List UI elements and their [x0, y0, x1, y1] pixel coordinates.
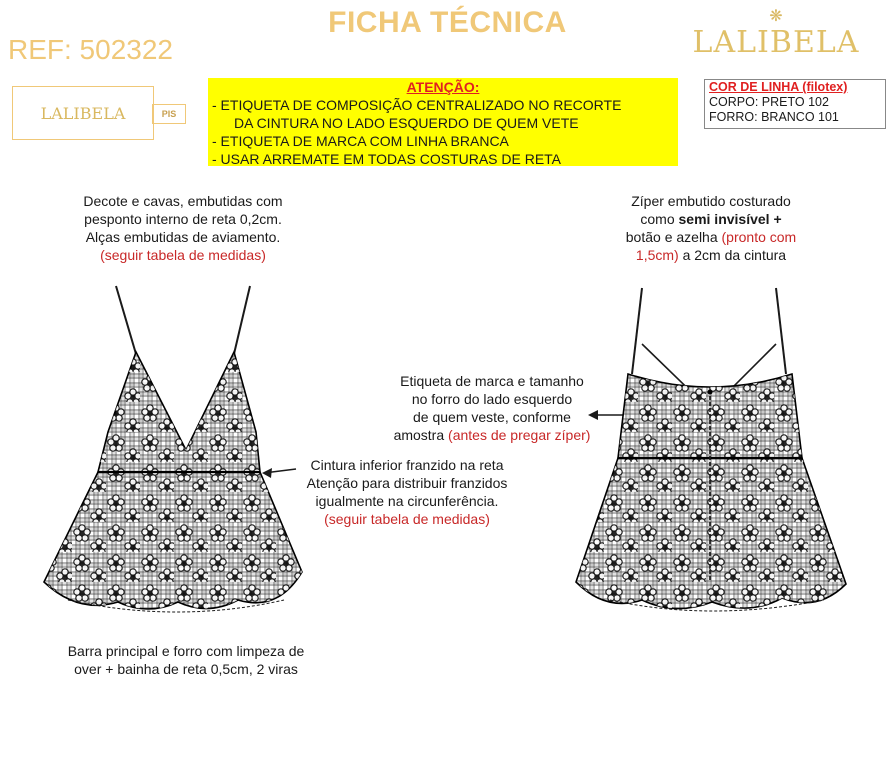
attention-line: DA CINTURA NO LADO ESQUERDO DE QUEM VETE [234, 115, 579, 131]
garment-front-drawing [38, 282, 308, 624]
note-line: igualmente na circunferência. [315, 493, 499, 509]
note-line: Etiqueta de marca e tamanho [400, 373, 584, 389]
note-line: Barra principal e forro com limpeza de [67, 643, 305, 659]
pis-tag: PIS [152, 104, 186, 124]
note-text: amostra [393, 427, 449, 443]
attention-line: - ETIQUETA DE COMPOSIÇÃO CENTRALIZADO NO RECORTE [212, 97, 622, 113]
note-line: Atenção para distribuir franzidos [306, 475, 508, 491]
strap-left [116, 286, 136, 354]
note-line: Zíper embutido costurado [631, 193, 791, 209]
note-line: Decote e cavas, embutidas com [83, 193, 283, 209]
attention-line: - USAR ARREMATE EM TODAS COSTURAS DE RETA [212, 151, 562, 167]
button-icon [708, 390, 713, 395]
attention-heading: ATENÇÃO: [406, 79, 480, 95]
note-text: (pronto com [721, 229, 797, 245]
note-text: (antes de pregar zíper) [448, 427, 591, 443]
note-line: (seguir tabela de medidas) [324, 511, 490, 527]
note-line: de quem veste, conforme [413, 409, 571, 425]
thread-color-body: CORPO: PRETO 102 [709, 95, 829, 109]
label-tag: LALIBELA [12, 86, 154, 140]
note-text: 1,5cm) [635, 247, 679, 263]
strap-right [776, 288, 786, 374]
page-title: FICHA TÉCNICA [328, 6, 567, 39]
note-text: botão e azelha [625, 229, 722, 245]
strap-left [632, 288, 642, 374]
brand-wordmark: LALIBELA [692, 25, 860, 60]
note-text: a 2cm da cintura [678, 247, 787, 263]
note-text: como [640, 211, 679, 227]
note-text: semi invisível + [678, 211, 782, 227]
attention-line: - ETIQUETA DE MARCA COM LINHA BRANCA [212, 133, 509, 149]
strap-right [234, 286, 250, 354]
note-line: no forro do lado esquerdo [411, 391, 573, 407]
thread-color-heading: COR DE LINHA (filotex) [709, 80, 848, 94]
bee-icon: ❋ [769, 8, 783, 25]
thread-color-lining: FORRO: BRANCO 101 [709, 110, 839, 124]
note-line: (seguir tabela de medidas) [100, 247, 266, 263]
reference-code: REF: 502322 [8, 34, 173, 65]
note-line: Alças embutidas de aviamento. [85, 229, 281, 245]
note-line: pesponto interno de reta 0,2cm. [84, 211, 282, 227]
note-line: Cintura inferior franzido na reta [310, 457, 504, 473]
note-line: over + bainha de reta 0,5cm, 2 viras [74, 661, 298, 677]
garment-back-drawing [570, 282, 850, 618]
